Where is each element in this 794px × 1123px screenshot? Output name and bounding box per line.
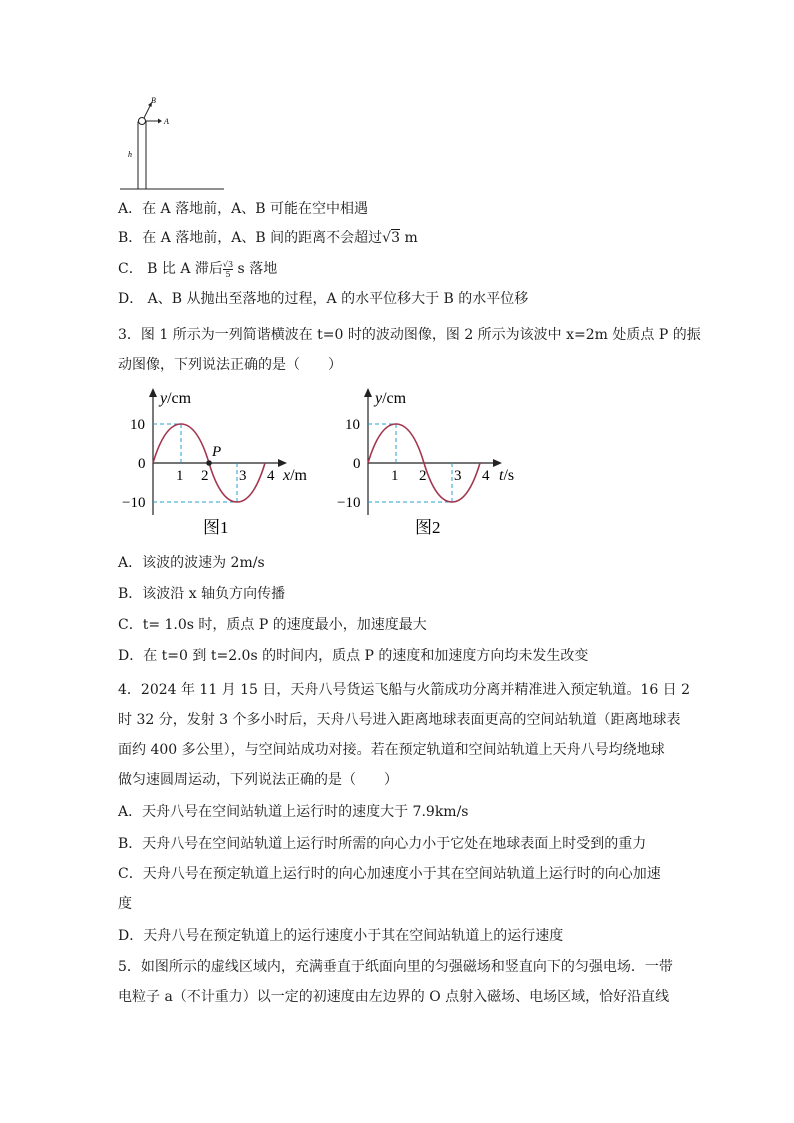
- q4-stem-line2: 时 32 分，发射 3 个多小时后，天舟八号进入距离地球表面更高的空间站轨道（距离地球表: [118, 712, 681, 728]
- q2-option-A: A．在 A 落地前，A、B 可能在空中相遇: [118, 201, 368, 217]
- fig2-ytick-neg10: −10: [337, 495, 361, 511]
- fig2-ytick-10: 10: [345, 417, 360, 433]
- fig2-ytick-0: 0: [353, 456, 361, 472]
- fig1-y-label: y/cm: [160, 390, 192, 407]
- q2-option-B-unit: m: [400, 230, 418, 246]
- fig2-x-label: t/s: [499, 467, 515, 484]
- tower: [138, 122, 146, 189]
- fig1-ytick-neg10: −10: [122, 495, 146, 511]
- fig1-ytick-10: 10: [130, 417, 145, 433]
- fig2-y-label: y/cm: [375, 390, 407, 407]
- fig2-xtick-2: 2: [419, 468, 427, 484]
- fig2-caption: 图2: [415, 518, 441, 537]
- label-h: h: [128, 150, 132, 159]
- q4-option-C-line1: C．天舟八号在预定轨道上运行时的向心加速度小于其在空间站轨道上运行时的向心加速: [118, 866, 661, 882]
- fig1-xtick-2: 2: [201, 468, 209, 484]
- q5-stem-line1: 5．如图所示的虚线区域内，充满垂直于纸面向里的匀强磁场和竖直向下的匀强电场．一带: [118, 959, 673, 975]
- q3-option-C: C．t= 1.0s 时，质点 P 的速度最小，加速度最大: [118, 617, 427, 633]
- sqrt-symbol: √: [382, 230, 392, 246]
- q2-option-B-text: B．在 A 落地前，A、B 间的距离不会超过: [118, 230, 383, 246]
- q3-option-B: B．该波沿 x 轴负方向传播: [118, 586, 286, 602]
- q4-option-A: A．天舟八号在空间站轨道上运行时的速度大于 7.9km/s: [118, 804, 469, 820]
- point-P-label: P: [212, 444, 222, 460]
- fig1-x-label: x/m: [283, 467, 307, 484]
- fig2-xtick-1: 1: [391, 468, 399, 484]
- q2-option-C: [118, 259, 277, 279]
- label-B: B: [151, 96, 156, 105]
- fig2-x-arrow: [493, 459, 502, 467]
- fraction-den: 5: [225, 269, 231, 279]
- q4-option-B: B．天舟八号在空间站轨道上运行时所需的向心力小于它处在地球表面上时受到的重力: [118, 836, 647, 852]
- vibration-graph-fig2: [333, 385, 538, 545]
- fig1-xtick-4: 4: [267, 468, 275, 484]
- q4-stem-line1: 4．2024 年 11 月 15 日，天舟八号货运飞船与火箭成功分离并精准进入预定轨道。16 日 2: [118, 682, 691, 698]
- fig1-x-arrow: [278, 459, 287, 467]
- fig1-ytick-0: 0: [138, 456, 146, 472]
- q2-option-B-root: 3: [391, 230, 400, 246]
- q5-stem-line2: 电粒子 a（不计重力）以一定的初速度由左边界的 O 点射入磁场、电场区域，恰好沿直线: [118, 989, 670, 1005]
- q2-option-D: D． A、B 从抛出至落地的过程，A 的水平位移大于 B 的水平位移: [118, 291, 529, 307]
- fig1-caption: 图1: [203, 518, 229, 537]
- q3-stem-line2: 动图像，下列说法正确的是（ ）: [118, 357, 342, 373]
- point-P: [206, 460, 212, 466]
- q4-option-C-line2: 度: [118, 896, 132, 912]
- arrow-B: [144, 106, 150, 118]
- q3-stem-line1: 3．图 1 所示为一列简谐横波在 t=0 时的波动图像，图 2 所示为该波中 x=2m 处质点 P 的振: [118, 327, 701, 343]
- q2-option-C-text: C． B 比 A 滞后: [118, 261, 223, 277]
- q4-option-D: D．天舟八号在预定轨道上的运行速度小于其在空间站轨道上的运行速度: [118, 928, 564, 944]
- fig2-y-arrow: [364, 388, 372, 397]
- fraction: [223, 260, 233, 279]
- tower-figure: [118, 92, 228, 192]
- fig1-y-arrow: [149, 388, 157, 397]
- launch-point: [139, 118, 146, 125]
- q4-stem-line4: 做匀速圆周运动，下列说法正确的是（ ）: [118, 772, 398, 788]
- fig2-xtick-4: 4: [482, 468, 490, 484]
- q2-option-C-suffix: s 落地: [233, 261, 278, 277]
- q2-option-B: [118, 228, 418, 248]
- fraction-num: √3: [222, 259, 234, 269]
- fig2-xtick-3: 3: [454, 468, 462, 484]
- q4-stem-line3: 面约 400 多公里），与空间站成功对接。若在预定轨道和空间站轨道上天舟八号均绕地球: [118, 742, 665, 758]
- q3-option-D: D．在 t=0 到 t=2.0s 的时间内，质点 P 的速度和加速度方向均未发生改变: [118, 648, 589, 664]
- label-A: A: [164, 117, 169, 126]
- fig1-xtick-3: 3: [239, 468, 247, 484]
- fig1-xtick-1: 1: [176, 468, 184, 484]
- wave-graph-fig1: [118, 385, 323, 545]
- q3-option-A: A．该波的波速为 2m/s: [118, 555, 265, 571]
- arrow-A-head: [158, 119, 162, 124]
